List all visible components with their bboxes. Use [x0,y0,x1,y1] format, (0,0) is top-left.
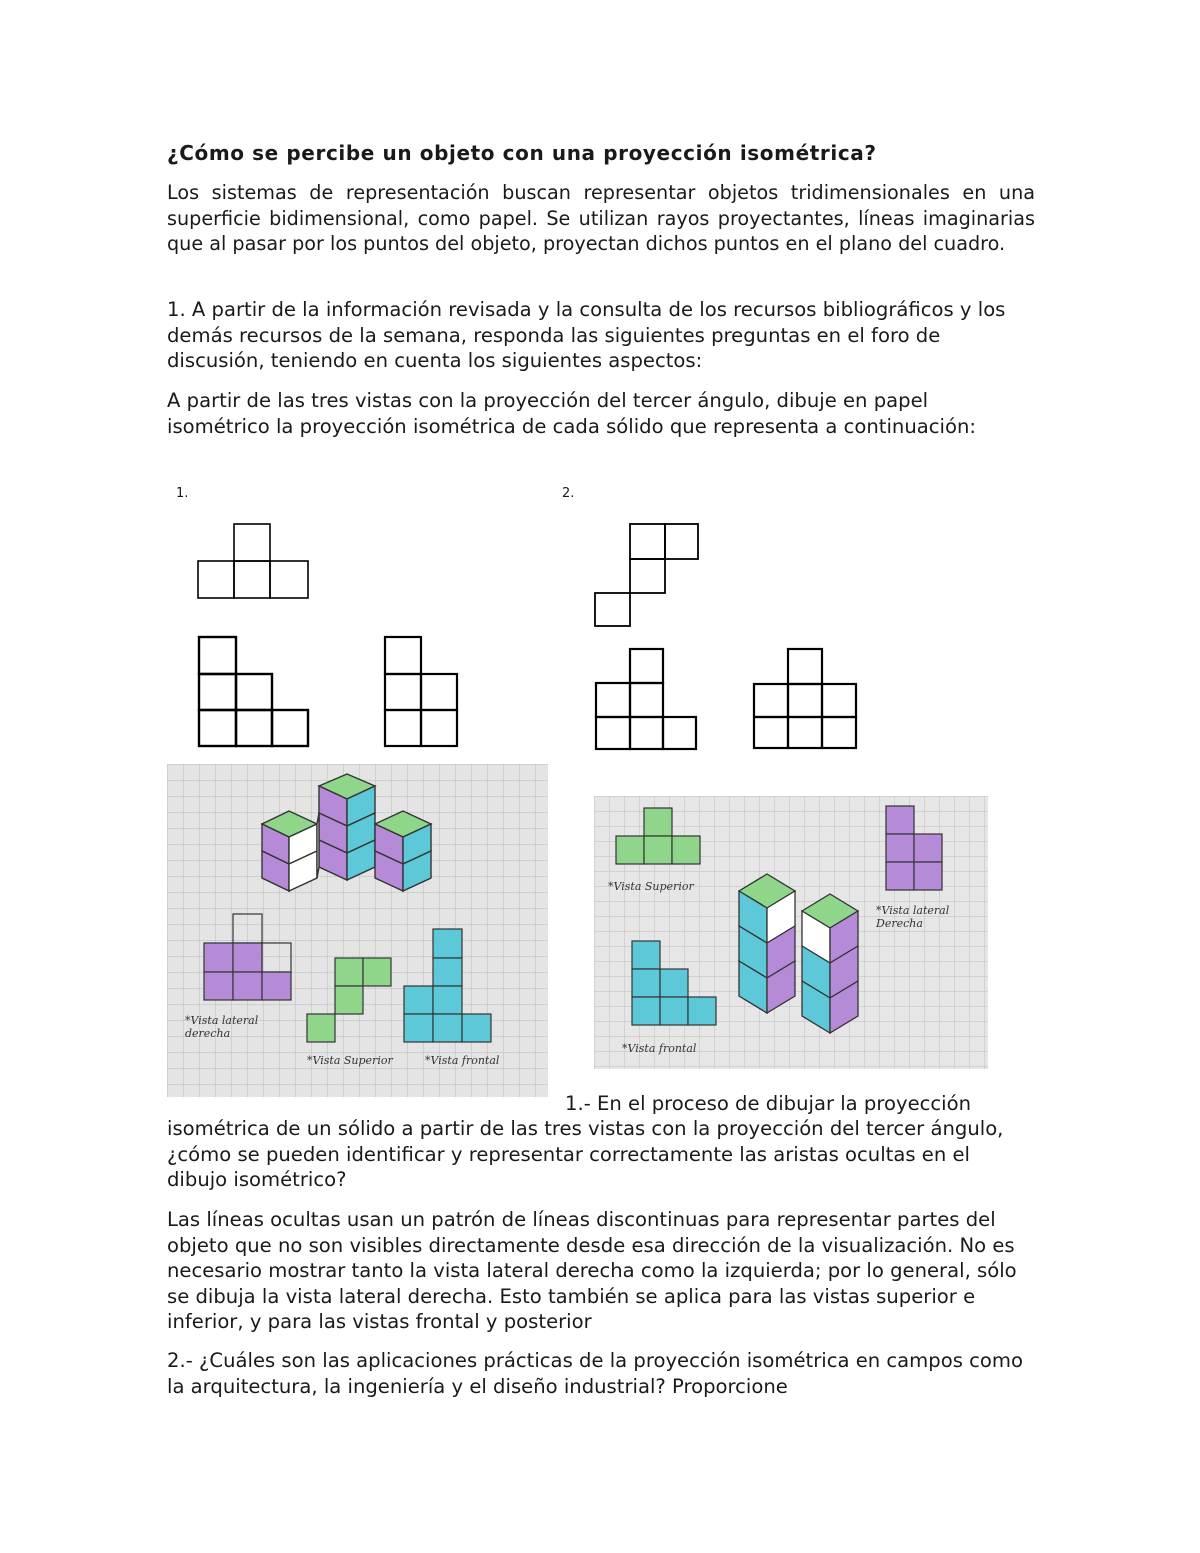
photo-1-side-label: *Vista lateral derecha [185,1014,259,1040]
isometric-drawing-photo-1 [167,764,548,1097]
instruction-paragraph: A partir de las tres vistas con la proyección del tercer ángulo, dibuje en papel isométrico la proyección isométrica de cada sólido que representa a continuación: [167,389,976,438]
photo-2-front-label: *Vista frontal [622,1042,697,1055]
isometric-drawing-photo-2 [594,796,988,1069]
figure-1-front-view [194,632,314,752]
question-2-paragraph: 2.- ¿Cuáles son las aplicaciones prácticas de la proyección isométrica en campos como la arquitectura, la ingeniería y el diseño industrial? Proporcione [167,1349,1023,1398]
figure-2-side-view [748,644,863,756]
photo-2-side-label: *Vista lateral Derecha [876,904,950,930]
photo-2-drawing [594,796,988,1069]
photo-2-top-label: *Vista Superior [608,880,694,893]
document-title: ¿Cómo se percibe un objeto con una proyección isométrica? [167,141,877,165]
task-paragraph: 1. A partir de la información revisada y la consulta de los recursos bibliográficos y los demás recursos de la semana, responda las siguientes preguntas en el foro de discusión, teniendo en cuenta los siguientes aspectos: [167,298,1006,372]
figure-1-top-view [190,518,320,604]
figure-2-number: 2. [562,486,575,501]
photo-1-top-label: *Vista Superior [307,1054,393,1067]
answer-1-paragraph: Las líneas ocultas usan un patrón de líneas discontinuas para representar partes del objeto que no son visibles directamente desde esa dirección de la visualización. No es necesario mostrar tanto la vista lateral derecha como la izquierda; por lo general, sólo se dibuja la vista lateral derecha. Esto también se aplica para las vistas superior e inferior, y para las vistas frontal y posterior [167,1208,1017,1333]
figure-2-top-view [590,518,705,630]
figure-1-side-view [380,632,465,752]
figure-2-front-view [590,644,705,756]
photo-1-drawing [167,764,548,1097]
photo-1-front-label: *Vista frontal [425,1054,500,1067]
question-1-first-line: 1.- En el proceso de dibujar la proyección [565,1092,972,1115]
question-1-rest: isométrica de un sólido a partir de las tres vistas con la proyección del tercer ángulo, ¿cómo se pueden identificar y representar correctamente las aristas ocultas en el dibujo isométrico? [167,1117,1004,1191]
intro-paragraph: Los sistemas de representación buscan representar objetos tridimensionales en una superficie bidimensional, como papel. Se utilizan rayos proyectantes, líneas imaginarias que al pasar por los puntos del objeto, proyectan dichos puntos en el plano del cuadro. [167,181,1035,255]
figure-1-number: 1. [176,486,189,501]
